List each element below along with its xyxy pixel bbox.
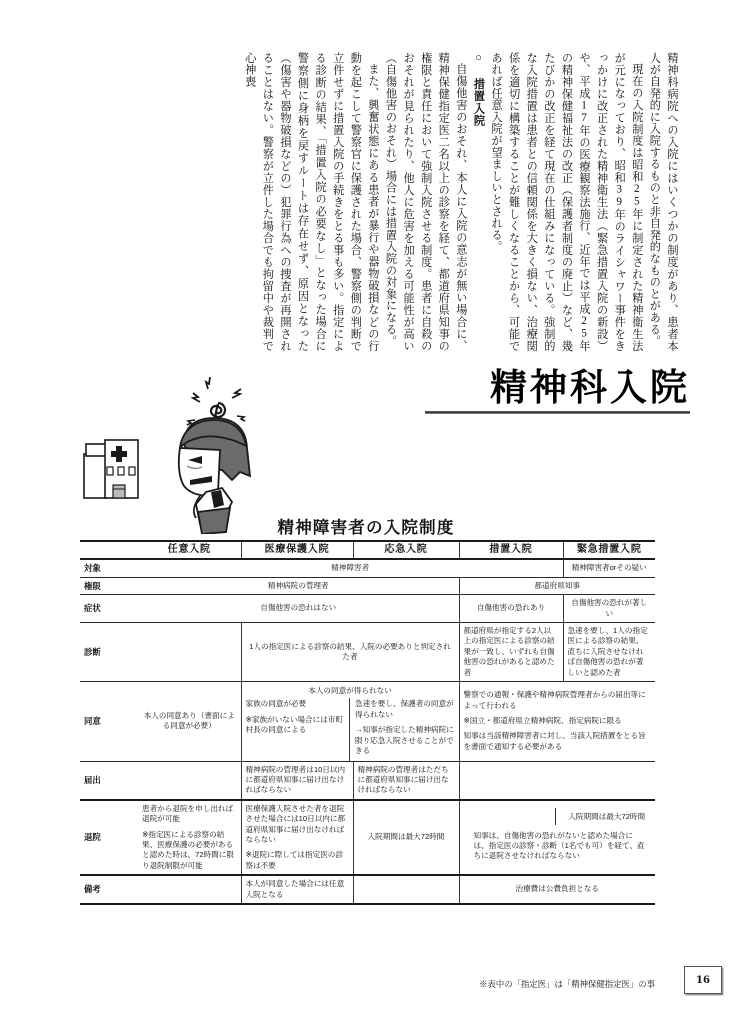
cell-taiin-4: 知事は、自傷他害の恐れがないと認めた場合には、指定医の診察・診断（1名でも可）を経て、直ちに退院させなければならない [473, 830, 645, 861]
admission-systems-table [80, 540, 655, 905]
row-label-kengen: 権限 [80, 577, 138, 594]
row-label-shindan: 診断 [80, 623, 138, 682]
article-column-4: 自傷他害のおそれ、本人に入院の意志が無い場合に、精神保健指定医二名以上の診察を経て、都道府県知事の権限と責任において強制入院させる制度。患者に自殺のおそれが見られたり、他人に危害を加える可能性が高い（自傷他害のおそれ）場合には措置入院の対象になる。 [384, 52, 467, 352]
table-row-biko [80, 875, 655, 904]
cell-shojo-2: 自傷他害の恐れあり [459, 595, 563, 623]
table-footnote: ※表中の「指定医」は「精神保健指定医」の事 [479, 979, 655, 989]
cell-taiin-1: 患者から退院を申し出れば退院が可能 ※指定医による診察の結果、医療保護の必要があると認めた時は、72時間に限り退院制限が可能 [138, 800, 241, 875]
col-header-nini-nyuin[interactable]: 任意入院 [138, 541, 241, 559]
table-body [80, 559, 655, 904]
table-row-taisho [80, 559, 655, 577]
vertical-article [58, 52, 680, 352]
cell-kengen-1: 精神病院の管理者 [138, 577, 459, 594]
title-underline [425, 411, 690, 414]
cell-todokede-1 [138, 761, 241, 800]
cell-taiin-3: 入院期間は最大72時間 [353, 800, 459, 875]
page-title: 精神科入院 [490, 365, 690, 409]
cell-biko-4: 治療費は公費負担となる [459, 875, 655, 904]
cell-shindan-3: 都道府県が指定する2人以上の指定医による診察の結果が一致し、いずれも自傷他害の恐れがあると認めた者 [459, 623, 563, 682]
row-label-taiin: 退院 [80, 800, 138, 875]
article-heading-sochi-nyuin: ○ 措置入院 [472, 52, 485, 127]
row-label-shojo: 症状 [80, 595, 138, 623]
table-header-row [80, 541, 655, 559]
row-label-taisho: 対象 [80, 559, 138, 577]
cell-todokede-2: 精神病院の管理者は10日以内に都道府県知事に届け出なければならない [241, 761, 353, 800]
table-head [80, 541, 655, 559]
cell-taiin-2: 医療保護入院させた者を退院させた場合には10日以内に都道府県知事に届け出なければならない ※退院に際しては指定医の診察は不要 [241, 800, 353, 875]
article-column-2: 現在の入院制度は昭和25年に制定された精神衛生法が元になっており、昭和39年のライシャワー事件をきっかけに改正された精神衛生法（緊急措置入院の新設）や、平成17年の医療観察法施行、近年では平成25年の精神保健福祉法の改正（保護者制度の廃止）など、幾たびかの改正を経て現在の仕組みになっている。強制的な入院措置は患者との信頼関係を大きく損ない、治療関係を適切に構築することが難しくなることから、可能であれば任意入院が望ましいとされる。 [490, 52, 643, 352]
table-row-shindan [80, 623, 655, 682]
cell-shindan-2: 1人の指定医による診察の結果、入院の必要ありと判定された者 [241, 623, 459, 682]
cell-doi-2: 家族の同意が必要 ※家族がいない場合には市町村長の同意による [245, 699, 343, 735]
cell-doi-4: 警察での通報・保護や精神病院管理者からの届出等によって行われる ※国立・都道府県立精神病院、指定病院に限る 知事は当該精神障害者に対し、当該入院措置をとる旨を書面で通知する必要がある [459, 682, 655, 761]
cell-taiin-group [459, 800, 655, 875]
col-header-iryohogo-nyuin[interactable]: 医療保護入院 [241, 541, 353, 559]
cell-shindan-4: 急速を要し、1人の指定医による診察の結果、直ちに入院させなければ自傷他害の恐れが著しいと認めた者 [563, 623, 655, 682]
cell-todokede-4 [459, 761, 655, 800]
cell-doi-group-header: 本人の同意が得られない [308, 686, 392, 696]
cell-taisho-2: 精神障害者orその疑い [563, 559, 655, 577]
table-row-taiin [80, 800, 655, 875]
cell-kengen-2: 都道府県知事 [459, 577, 655, 594]
col-header-sochi-nyuin[interactable]: 措置入院 [459, 541, 563, 559]
col-header-okyu-nyuin[interactable]: 応急入院 [353, 541, 459, 559]
cell-shindan-1 [138, 623, 241, 682]
row-label-todokede: 届出 [80, 761, 138, 800]
article-column-1: 精神科病院への入院にはいくつかの制度があり、患者本人が自発的に入院するものと非自発的なものとがある。 [648, 52, 678, 352]
table-row-kengen [80, 577, 655, 594]
cell-biko-3 [353, 875, 459, 904]
table-row-doi [80, 682, 655, 761]
cell-doi-group [241, 682, 459, 761]
table-title: 精神障害者の入院制度 [277, 518, 455, 537]
col-header-kinkyusochi-nyuin[interactable]: 緊急措置入院 [563, 541, 655, 559]
cell-biko-1 [138, 875, 241, 904]
cell-taisho-1: 精神障害者 [138, 559, 563, 577]
page-number: 16 [684, 966, 722, 994]
cell-shojo-1: 自傷他害の恐れはない [138, 595, 459, 623]
cell-taiin-5-header: 入院期間は最大72時間 [555, 808, 655, 824]
cell-biko-2: 本人が同意した場合には任意入院となる [241, 875, 353, 904]
table-row-shojo [80, 595, 655, 623]
cell-doi-3: 急速を要し、保護者の同意が得られない →知事が指定した精神病院に限り応急入院させることができる [349, 698, 459, 760]
cell-shojo-3: 自傷他害の恐れが著しい [563, 595, 655, 623]
table-corner-cell [80, 541, 138, 559]
illustration-svg [72, 372, 272, 534]
row-label-biko: 備考 [80, 875, 138, 904]
hospital-building-icon [84, 440, 138, 498]
illustration [72, 372, 272, 534]
row-label-doi: 同意 [80, 682, 138, 761]
table-row-todokede [80, 761, 655, 800]
character-with-spiral-antenna [179, 377, 250, 534]
cell-todokede-3: 精神病院の管理者はただちに都道府県知事に届け出なければならない [353, 761, 459, 800]
cell-doi-1: 本人の同意あり（書面による同意が必要） [138, 682, 241, 761]
article-column-5: また、興奮状態にある患者が暴行や器物破損などの行動を起こして警察官に保護された場合、警察側の判断で立件せずに措置入院の手続きをとる事も多い。指定による診断の結果、「措置入院の必要なし」となった場合に警察側に身柄を戻すルートは存在せず、原因となった（傷害や器物破損などの）犯罪行為への捜査が再開されることはない。警察が立件した場合でも拘留中や裁判で心神喪 [243, 52, 379, 352]
page-title-block [425, 365, 690, 414]
